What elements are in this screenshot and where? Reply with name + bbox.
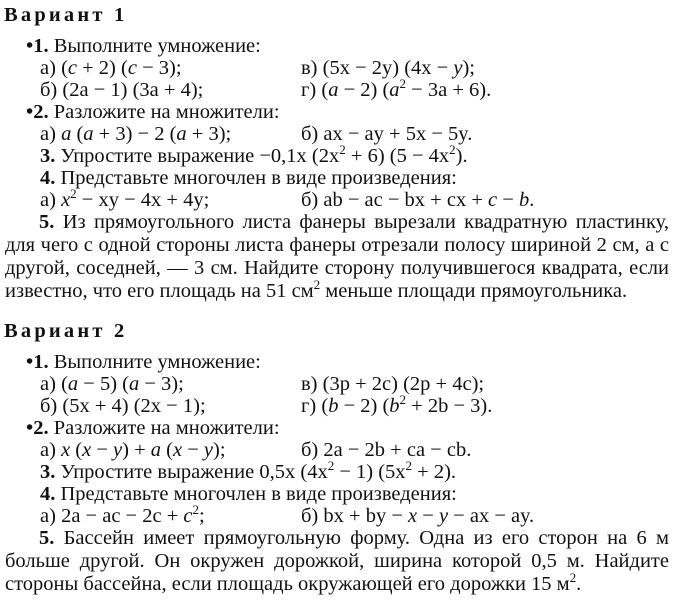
item-expression: (5x − 2y) (4x − y); [322, 57, 476, 79]
v1-task-1-v [301, 57, 475, 80]
item-label: б) [40, 395, 58, 417]
item-label: а) [40, 189, 56, 211]
item-expression: x (x − y) + a (x − y); [61, 439, 226, 461]
v1-task-4 [40, 167, 457, 190]
item-expression: 2a − 2b + ca − cb. [323, 439, 472, 461]
task-text: Из прямоугольного листа фанеры вырезали квадратную пластинку, для чего с одной стороны листа фанеры отрезали полосу шириной 2 см, а с другой, соседней, — 3 см. Найдите сторону получившегося квадрата, если известно, что его площадь на 51 $см^2$ меньше площади прямоугольника. [5, 211, 669, 302]
key-task-marker: • [26, 417, 34, 439]
item-expression: (a − 5) (a − 3); [61, 373, 184, 395]
item-label: а) [40, 439, 56, 461]
v1-task-4-b [301, 189, 534, 212]
task-number: 2. [33, 101, 49, 123]
v2-task-1-v [301, 373, 484, 396]
v2-task-1-a [40, 373, 184, 396]
item-expression: ax − ay + 5x − 5y. [323, 123, 473, 145]
item-label: б) [301, 505, 319, 527]
item-label: а) [40, 373, 56, 395]
task-text: Выполните умножение: [53, 35, 261, 57]
v1-task-1-b [40, 79, 203, 102]
item-expression: bx + by − x − y − ax − ay. [323, 505, 535, 527]
v1-task-1-g [301, 76, 492, 102]
item-label: б) [301, 123, 319, 145]
item-label: а) [40, 505, 56, 527]
task-number: 5. [39, 211, 55, 233]
item-expression: 2a − ac − $2c + c^2$; [61, 502, 205, 527]
item-expression: ab − ac − bx + cx + c − b. [323, 189, 535, 211]
item-label: в) [301, 57, 318, 79]
item-expression: a (a + 3) − 2 (a + 3); [61, 123, 232, 145]
item-expression: (2a − 1) (3a + 4); [62, 79, 204, 101]
task-number: 5. [39, 527, 55, 549]
v2-task-4 [40, 483, 457, 506]
item-label: г) [301, 395, 317, 417]
item-label: а) [40, 123, 56, 145]
v2-task-4-b [301, 505, 534, 528]
item-label: а) [40, 57, 56, 79]
task-text: Упростите выражение 0,5x $(4x^2 - 1) (5x^2 + 2)$. [60, 458, 457, 483]
item-label: б) [301, 439, 319, 461]
item-label: в) [301, 373, 318, 395]
task-text: Представьте многочлен в виде произведения: [60, 167, 457, 189]
v1-task-1-a [40, 57, 182, 80]
item-label: б) [301, 189, 319, 211]
task-number: 4. [40, 483, 56, 505]
item-expression: (c + 2) (c − 3); [61, 57, 182, 79]
v1-task-1 [26, 35, 261, 58]
item-expression: $x^2$ − xy − 4x + 4y; [61, 186, 210, 211]
v2-task-4-a [40, 502, 205, 528]
task-text: Разложите на множители: [53, 101, 280, 123]
v2-task-5 [5, 527, 669, 596]
task-text: Бассейн имеет прямоугольную форму. Одна из его сторон на 6 м больше другой. Он окружен дорожкой, ширина которой 0,5 м. Найдите стороны бассейна, если площадь окружающей его дорожки 15 $м^2$. [5, 527, 669, 595]
item-expression: (5x + 4) (2x − 1); [62, 395, 206, 417]
v2-task-1 [26, 351, 261, 374]
task-text: Упростите выражение −0,1x $(2x^2 + 6) (5 - 4x^2)$. [60, 142, 468, 167]
v2-task-2 [26, 417, 280, 440]
task-number: 3. [40, 145, 56, 167]
task-number: 1. [33, 35, 49, 57]
v2-task-1-b [40, 395, 206, 418]
v1-task-5 [5, 211, 669, 303]
v1-task-4-a [40, 186, 210, 212]
task-number: 2. [33, 417, 49, 439]
v2-task-2-b [301, 439, 471, 462]
v1-task-2-b [301, 123, 472, 146]
item-expression: (3p + 2c) (2p + 4c); [322, 373, 485, 395]
key-task-marker: • [26, 35, 34, 57]
task-number: 3. [40, 461, 56, 483]
key-task-marker: • [26, 101, 34, 123]
v2-task-3 [40, 458, 457, 484]
task-text: Разложите на множители: [53, 417, 280, 439]
v1-task-3 [40, 142, 468, 168]
v2-task-1-g [301, 392, 493, 418]
v1-task-2 [26, 101, 280, 124]
key-task-marker: • [26, 351, 34, 373]
task-number: 1. [33, 351, 49, 373]
task-number: 4. [40, 167, 56, 189]
v1-task-2-a [40, 123, 231, 146]
item-label: б) [40, 79, 58, 101]
variant-1-heading: Вариант 1 [4, 4, 128, 26]
variant-2-heading: Вариант 2 [4, 320, 128, 342]
item-expression: (b − 2) $(b^2 + 2b - 3)$. [321, 392, 493, 417]
task-text: Представьте многочлен в виде произведения: [60, 483, 457, 505]
v2-task-2-a [40, 439, 226, 462]
task-text: Выполните умножение: [53, 351, 261, 373]
item-expression: (a − 2) $(a^2 - 3a + 6)$. [321, 76, 492, 101]
item-label: г) [301, 79, 317, 101]
